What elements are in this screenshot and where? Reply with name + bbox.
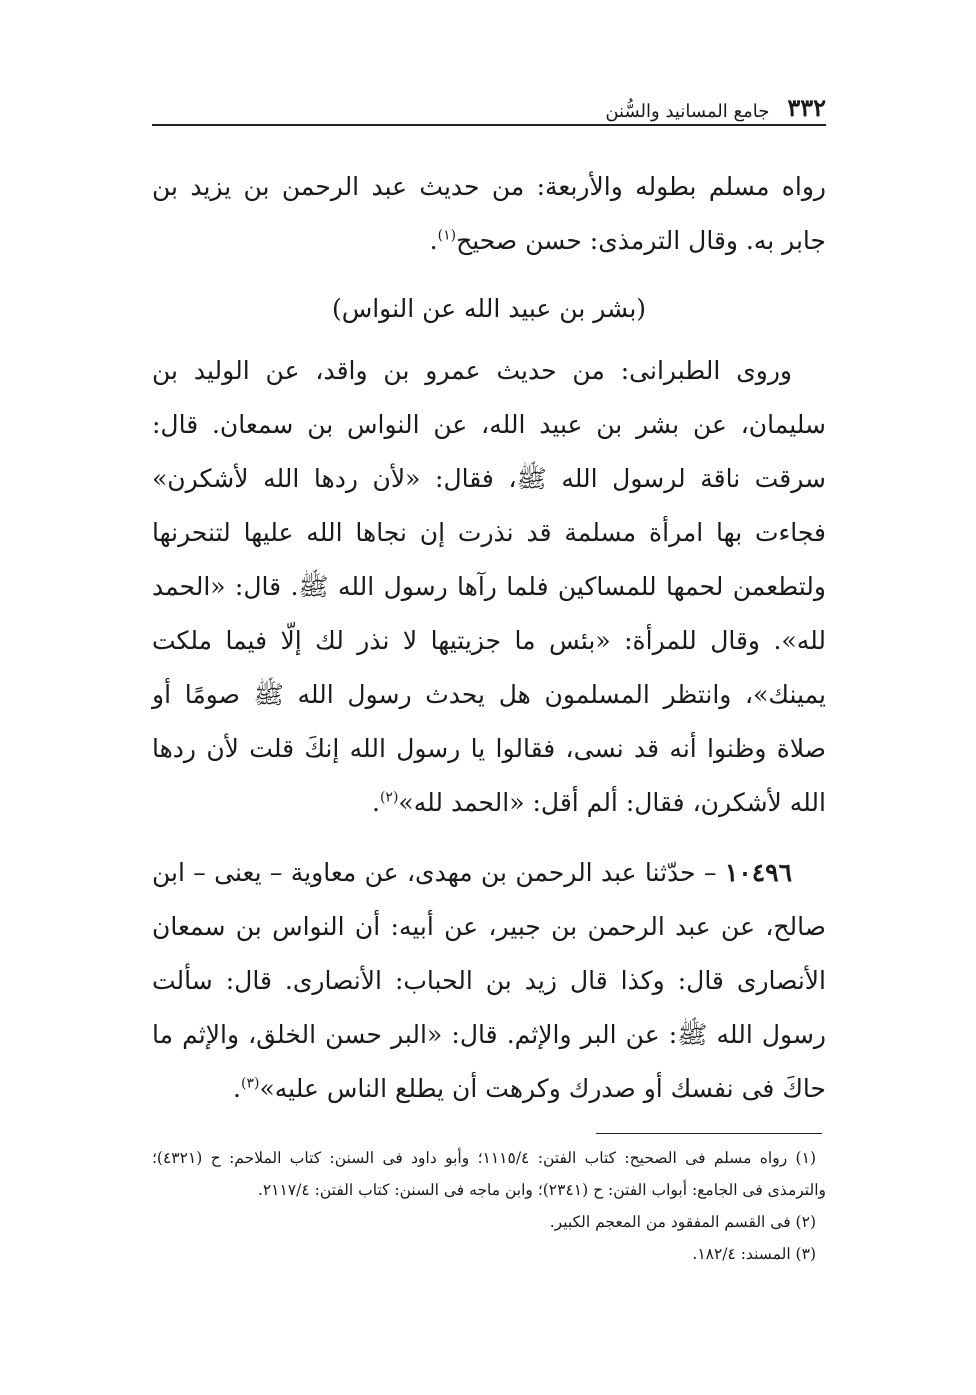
footnote-ref-1[interactable]: (١)	[437, 227, 457, 244]
footnote-ref-3[interactable]: (٣)	[240, 1075, 260, 1092]
section-heading: (بشر بن عبيد الله عن النواس)	[331, 294, 647, 323]
paragraph-1-text: رواه مسلم بطوله والأربعة: من حديث عبد الرحمن بن يزيد بن جابر به. وقال الترمذى: حسن صحيح	[152, 172, 826, 255]
footnote-rule	[596, 1133, 822, 1134]
main-text	[152, 160, 826, 1116]
paragraph-3-tail: .	[233, 1074, 241, 1103]
running-title: جامع المسانيد والسُّنن	[605, 101, 770, 122]
hadith-number: ١٠٤٩٦	[724, 858, 793, 887]
footnote-2: (٢) فى القسم المفقود من المعجم الكبير.	[549, 1213, 816, 1231]
footnotes	[152, 1142, 826, 1270]
footnote-ref-2[interactable]: (٢)	[379, 789, 399, 806]
page-number: ٣٣٢	[787, 93, 826, 122]
footnote-3: (٣) المسند: ١٨٢/٤.	[692, 1245, 816, 1263]
footnote-1: (١) رواه مسلم فى الصحيح: كتاب الفتن: ١١١٥/٤؛ وأبو داود فى السنن: كتاب الملاحم: ح (٤٣٢١)؛ والترمذى فى الجامع: أبواب الفتن: ح (٢٣٤١)؛ وابن ماجه فى السنن: كتاب الفتن: ٢١١٧/٤.	[152, 1149, 826, 1199]
paragraph-gap	[152, 830, 826, 846]
page-header	[152, 86, 826, 122]
paragraph-3-text: – حدّثنا عبد الرحمن بن مهدى، عن معاوية – يعنى – ابن صالح، عن عبد الرحمن بن جبير، عن أبيه: أن النواس بن سمعان الأنصارى قال: وكذا قال زيد بن الحباب: الأنصارى. قال: سألت رسول الله ﷺ: عن البر والإثم. قال: «البر حسن الخلق، والإثم ما حاكَ فى نفسك أو صدرك وكرهت أن يطلع الناس عليه»	[152, 858, 826, 1103]
paragraph-1-tail: .	[429, 226, 438, 255]
paragraph-2-tail: .	[372, 788, 380, 817]
paragraph-1	[152, 160, 826, 268]
paragraph-3	[152, 846, 826, 1116]
paragraph-2-text: وروى الطبرانى: من حديث عمرو بن واقد، عن الوليد بن سليمان، عن بشر بن عبيد الله، عن النواس بن سمعان. قال: سرقت ناقة لرسول الله ﷺ، فقال: «لأن ردها الله لأشكرن» فجاءت بها امرأة مسلمة قد نذرت إن نجاها الله عليها لتنحرنها ولتطعمن لحمها للمساكين فلما رآها رسول الله ﷺ. قال: «الحمد لله». وقال للمرأة: «بئس ما جزيتيها لا نذر لك إلّا فيما ملكت يمينك»، وانتظر المسلمون هل يحدث رسول الله ﷺ صومًا أو صلاة وظنوا أنه قد نسى، فقالوا يا رسول الله إنكَ قلت لأن ردها الله لأشكرن، فقال: ألم أقل: «الحمد لله»	[152, 356, 827, 817]
header-rule	[152, 124, 826, 126]
paragraph-2	[152, 344, 826, 830]
